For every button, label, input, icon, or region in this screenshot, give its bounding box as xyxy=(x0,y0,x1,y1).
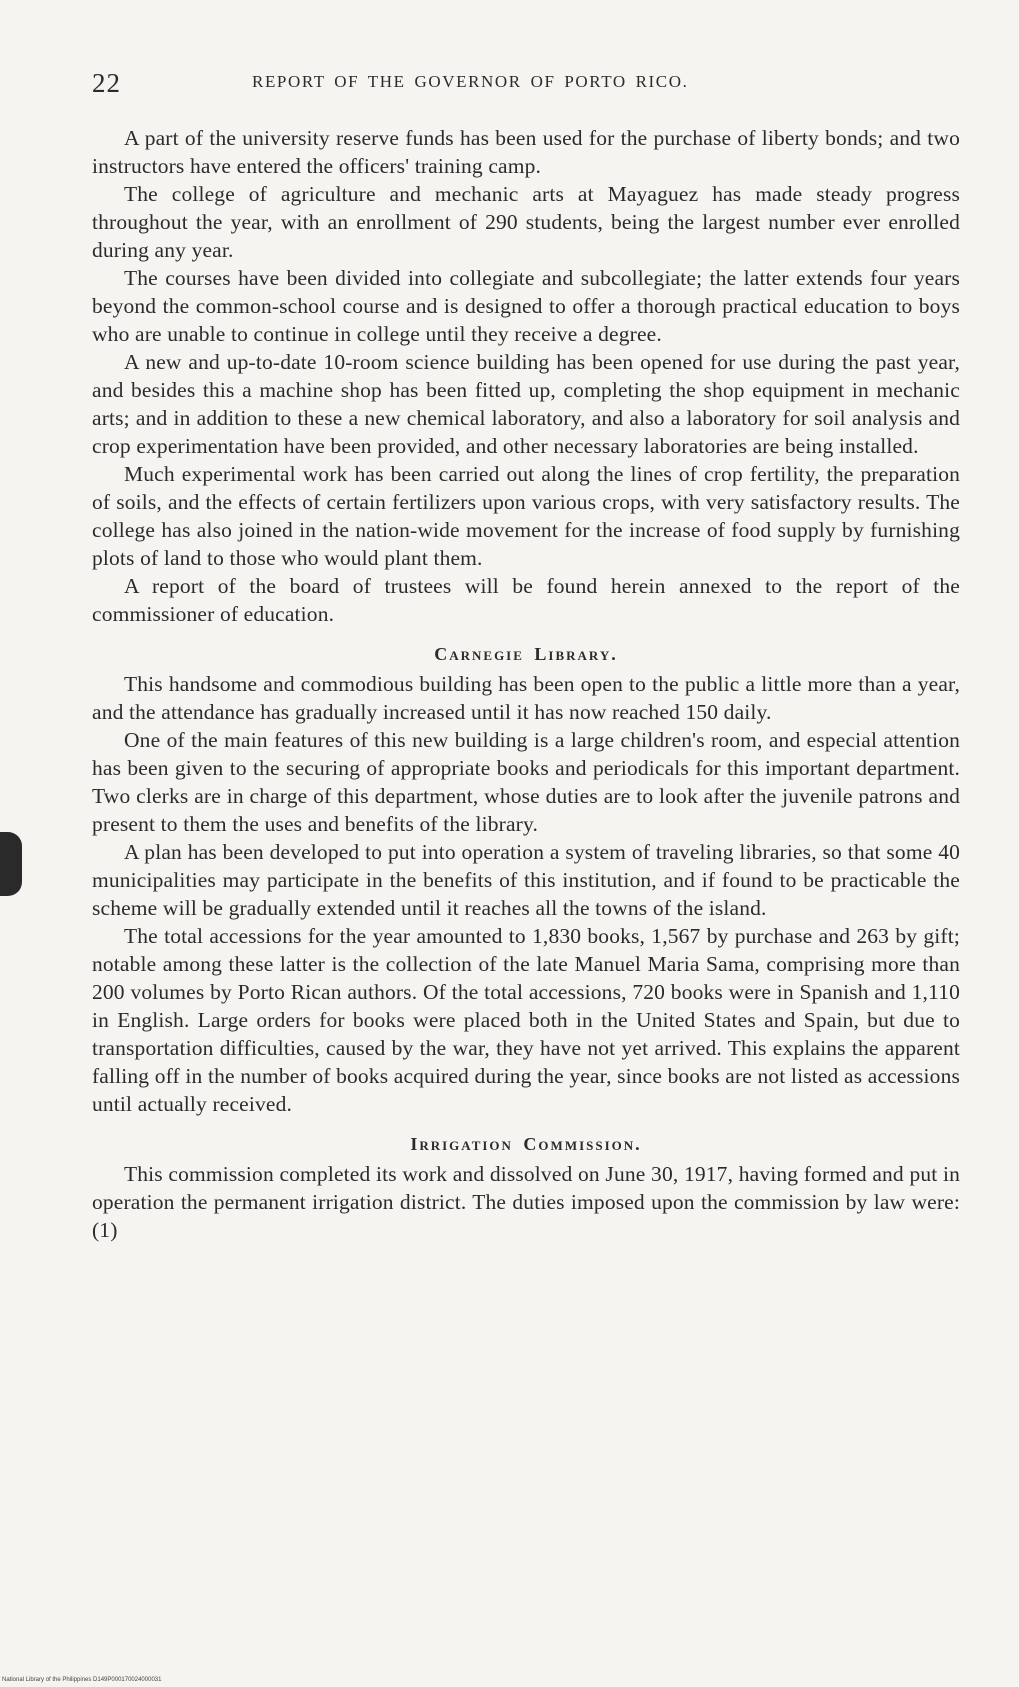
paragraph: Much experimental work has been carried out along the lines of crop fertility, the preparation of soils, and the effects of certain fertilizers upon various crops, with very satisfactory results. The college has also joined in the nation-wide movement for the increase of food supply by furnishing plots of land to those who would plant them. xyxy=(92,462,960,570)
paragraph: The courses have been divided into collegiate and subcollegiate; the latter extends four years beyond the common-school course and is designed to offer a thorough practical education to boys who are unable to continue in college until they receive a degree. xyxy=(92,266,960,346)
paragraph: This handsome and commodious building has been open to the public a little more than a year, and the attendance has gradually increased until it has now reached 150 daily. xyxy=(92,672,960,724)
scan-footer-note: National Library of the Philippines D149P000170024000031 xyxy=(2,1677,162,1683)
section-heading-irrigation-commission: Irrigation Commission. xyxy=(410,1134,642,1154)
paragraph: A plan has been developed to put into operation a system of traveling libraries, so that some 40 municipalities may participate in the benefits of this institution, and if found to be practicable the scheme will be gradually extended until it reaches all the towns of the island. xyxy=(92,840,960,920)
paragraph: This commission completed its work and dissolved on June 30, 1917, having formed and put in operation the permanent irrigation district. The duties imposed upon the commission by law were: (1) xyxy=(92,1162,960,1242)
section-heading-carnegie-library: Carnegie Library. xyxy=(434,644,618,664)
binding-mark xyxy=(0,832,22,896)
running-head: REPORT OF THE GOVERNOR OF PORTO RICO. xyxy=(252,72,689,91)
paragraph: A new and up-to-date 10-room science building has been opened for use during the past year, and besides this a machine shop has been fitted up, completing the shop equipment in mechanic arts; and in addition to these a new chemical laboratory, and also a laboratory for soil analysis and crop experimentation have been provided, and other necessary laboratories are being installed. xyxy=(92,350,960,458)
body-text xyxy=(92,124,960,1244)
paragraph: A report of the board of trustees will be found herein annexed to the report of the commissioner of education. xyxy=(92,574,960,626)
paragraph: A part of the university reserve funds has been used for the purchase of liberty bonds; and two instructors have entered the officers' training camp. xyxy=(92,126,960,178)
page-number: 22 xyxy=(92,68,121,98)
paragraph: One of the main features of this new building is a large children's room, and especial attention has been given to the securing of appropriate books and periodicals for this important department. Two clerks are in charge of this department, whose duties are to look after the juvenile patrons and present to them the uses and benefits of the library. xyxy=(92,728,960,836)
page-header xyxy=(92,68,962,102)
paragraph: The total accessions for the year amounted to 1,830 books, 1,567 by purchase and 263 by gift; notable among these latter is the collection of the late Manuel Maria Sama, comprising more than 200 volumes by Porto Rican authors. Of the total accessions, 720 books were in Spanish and 1,110 in English. Large orders for books were placed both in the United States and Spain, but due to transportation difficulties, caused by the war, they have not yet arrived. This explains the apparent falling off in the number of books acquired during the year, since books are not listed as accessions until actually received. xyxy=(92,924,960,1116)
paragraph: The college of agriculture and mechanic arts at Mayaguez has made steady progress throughout the year, with an enrollment of 290 students, being the largest number ever enrolled during any year. xyxy=(92,182,960,262)
